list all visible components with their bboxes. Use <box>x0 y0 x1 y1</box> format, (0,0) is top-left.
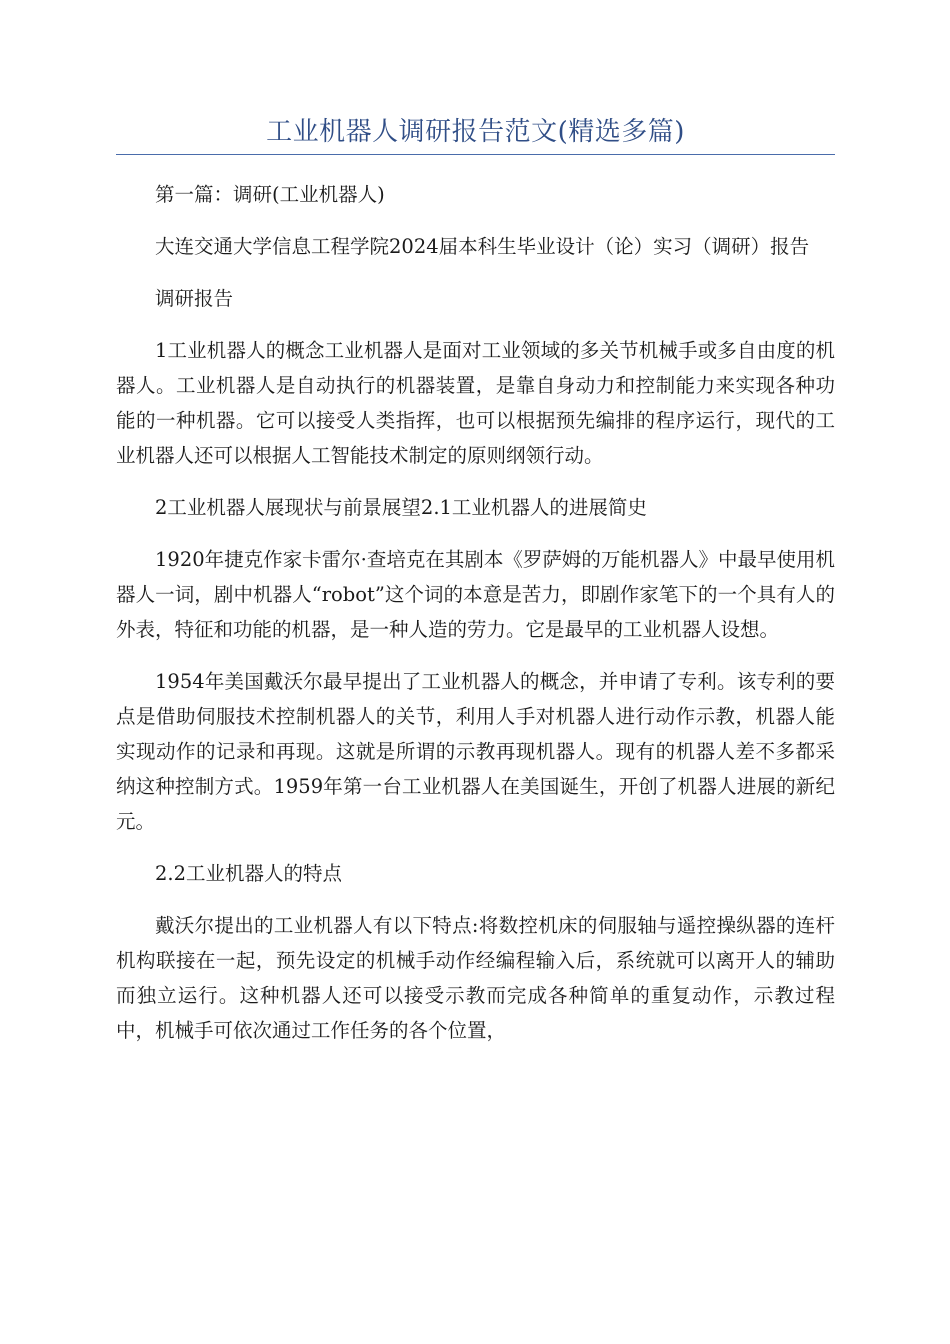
document-title: 工业机器人调研报告范文(精选多篇) <box>266 117 685 147</box>
paragraph-report-title: 大连交通大学信息工程学院2024届本科生毕业设计（论）实习（调研）报告 <box>155 235 810 258</box>
paragraph-history-1954: 1954年美国戴沃尔最早提出了工业机器人的概念，并申请了专利。该专利的要点是借助伺服技术控制机器人的关节，利用人手对机器人进行动作示教，机器人能实现动作的记录和再现。这就是所谓的示教再现机器人。现有的机器人差不多都采纳这种控制方式。1959年第一台工业机器人在美国诞生，开创了机器人进展的新纪元。 <box>116 670 835 833</box>
paragraph-concept: 1工业机器人的概念工业机器人是面对工业领域的多关节机械手或多自由度的机器人。工业机器人是自动执行的机器装置，是靠自身动力和控制能力来实现各种功能的一种机器。它可以接受人类指挥，也可以根据预先编排的程序运行，现代的工业机器人还可以根据人工智能技术制定的原则纲领行动。 <box>116 339 835 467</box>
paragraph-history-1920: 1920年捷克作家卡雷尔·查培克在其剧本《罗萨姆的万能机器人》中最早使用机器人一词，剧中机器人“robot”这个词的本意是苦力，即剧作家笔下的一个具有人的外表，特征和功能的机器，是一种人造的劳力。它是最早的工业机器人设想。 <box>116 548 835 641</box>
paragraph-report-label: 调研报告 <box>155 287 234 310</box>
document-body <box>116 177 835 1048</box>
paragraph-status-heading: 2工业机器人展现状与前景展望2.1工业机器人的进展简史 <box>155 496 647 519</box>
title-underline <box>116 154 835 155</box>
paragraph-features: 戴沃尔提出的工业机器人有以下特点:将数控机床的伺服轴与遥控操纵器的连杆机构联接在一起，预先设定的机械手动作经编程输入后，系统就可以离开人的辅助而独立运行。这种机器人还可以接受示教而完成各种简单的重复动作，示教过程中，机械手可依次通过工作任务的各个位置， <box>116 914 835 1042</box>
paragraph-features-heading: 2.2工业机器人的特点 <box>155 862 343 885</box>
paragraph-section-heading: 第一篇：调研(工业机器人) <box>155 183 385 206</box>
